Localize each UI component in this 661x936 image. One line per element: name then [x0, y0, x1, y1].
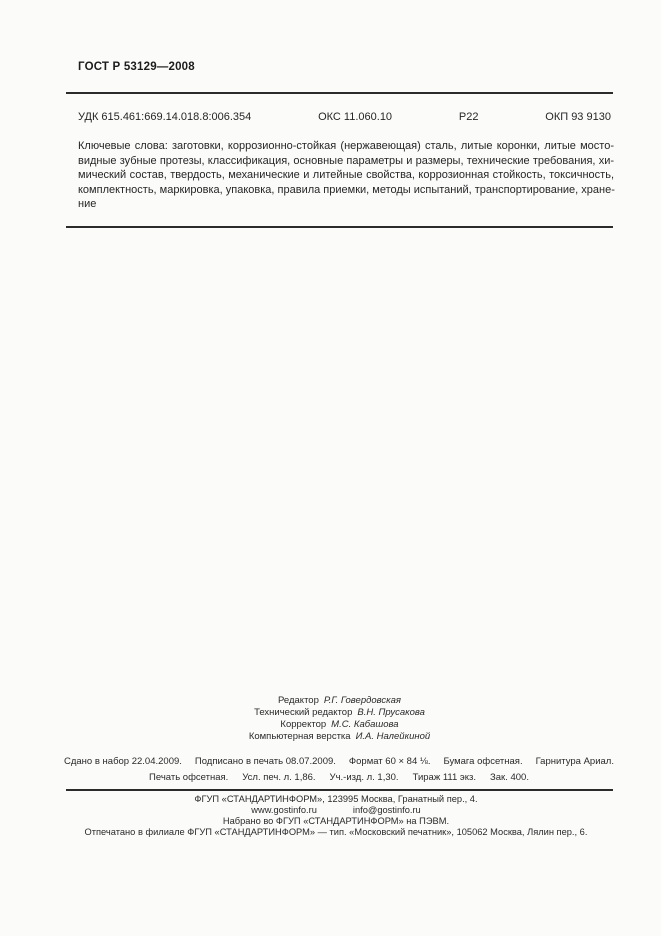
imprint-line-1 [64, 756, 614, 767]
publisher-email: info@gostinfo.ru [352, 804, 421, 815]
publisher-contacts [56, 805, 616, 816]
imprint-item: Сдано в набор 22.04.2009. [64, 756, 182, 767]
imprint-line-2 [64, 772, 614, 783]
publisher-block [56, 794, 616, 838]
credit-line [66, 707, 613, 719]
credit-role: Компьютерная верстка [248, 731, 351, 742]
credit-name: Р.Г. Говердовская [323, 695, 401, 706]
udk-code: УДК 615.461:669.14.018.8:006.354 [78, 111, 252, 123]
keywords-divider [66, 226, 613, 228]
standard-number: ГОСТ Р 53129—2008 [78, 61, 195, 73]
imprint-item: Формат 60 × 84 ⅛. [348, 756, 431, 767]
imprint-divider [66, 789, 613, 791]
imprint-item: Гарнитура Ариал. [535, 756, 614, 767]
imprint-item: Уч.-изд. л. 1,30. [329, 772, 399, 783]
credits-block [66, 695, 613, 743]
imprint-item: Бумага офсетная. [443, 756, 523, 767]
classification-codes-row [78, 111, 611, 123]
imprint-item: Усл. печ. л. 1,86. [242, 772, 316, 783]
credit-role: Редактор [277, 695, 319, 706]
publisher-printed: Отпечатано в филиале ФГУП «СТАНДАРТИНФОРМ» — тип. «Московский печатник», 105062 Москва, Лялин пер., 6. [84, 826, 588, 837]
keywords-line: комплектность, маркировка, упаковка, правила приемки, методы испытаний, транспортирование, хране- [78, 183, 615, 196]
publisher-address: ФГУП «СТАНДАРТИНФОРМ», 123995 Москва, Гранатный пер., 4. [194, 794, 478, 804]
credit-line [66, 695, 613, 707]
credit-role: Корректор [280, 719, 327, 730]
keywords-paragraph [78, 139, 614, 212]
credit-line [66, 719, 613, 731]
imprint-item: Печать офсетная. [149, 772, 229, 783]
keywords-line: Ключевые слова: заготовки, коррозионно-стойкая (нержавеющая) сталь, литые коронки, литые мосто- [78, 140, 614, 152]
publisher-website: www.gostinfo.ru [251, 804, 317, 815]
publisher-typeset: Набрано во ФГУП «СТАНДАРТИНФОРМ» на ПЭВМ. [222, 815, 450, 826]
credit-name: М.С. Кабашова [331, 719, 399, 730]
credit-line [66, 731, 613, 743]
keywords-line: мический состав, твердость, механические и литейные свойства, коррозионная стойкость, токсичность, [78, 169, 614, 181]
okp-code: ОКП 93 9130 [545, 111, 611, 123]
header-divider [66, 92, 613, 94]
credit-role: Технический редактор [254, 707, 353, 718]
oks-code: ОКС 11.060.10 [318, 111, 393, 123]
imprint-item: Тираж 111 экз. [412, 772, 477, 783]
imprint-item: Зак. 400. [490, 772, 529, 783]
keywords-line: видные зубные протезы, классификация, основные параметры и размеры, технические требования, хи- [78, 154, 614, 167]
imprint-item: Подписано в печать 08.07.2009. [194, 756, 336, 767]
group-code: Р22 [458, 111, 479, 123]
keywords-line: ние [78, 198, 97, 210]
credit-name: И.А. Налейкиной [355, 731, 431, 742]
credit-name: В.Н. Прусакова [357, 707, 425, 718]
